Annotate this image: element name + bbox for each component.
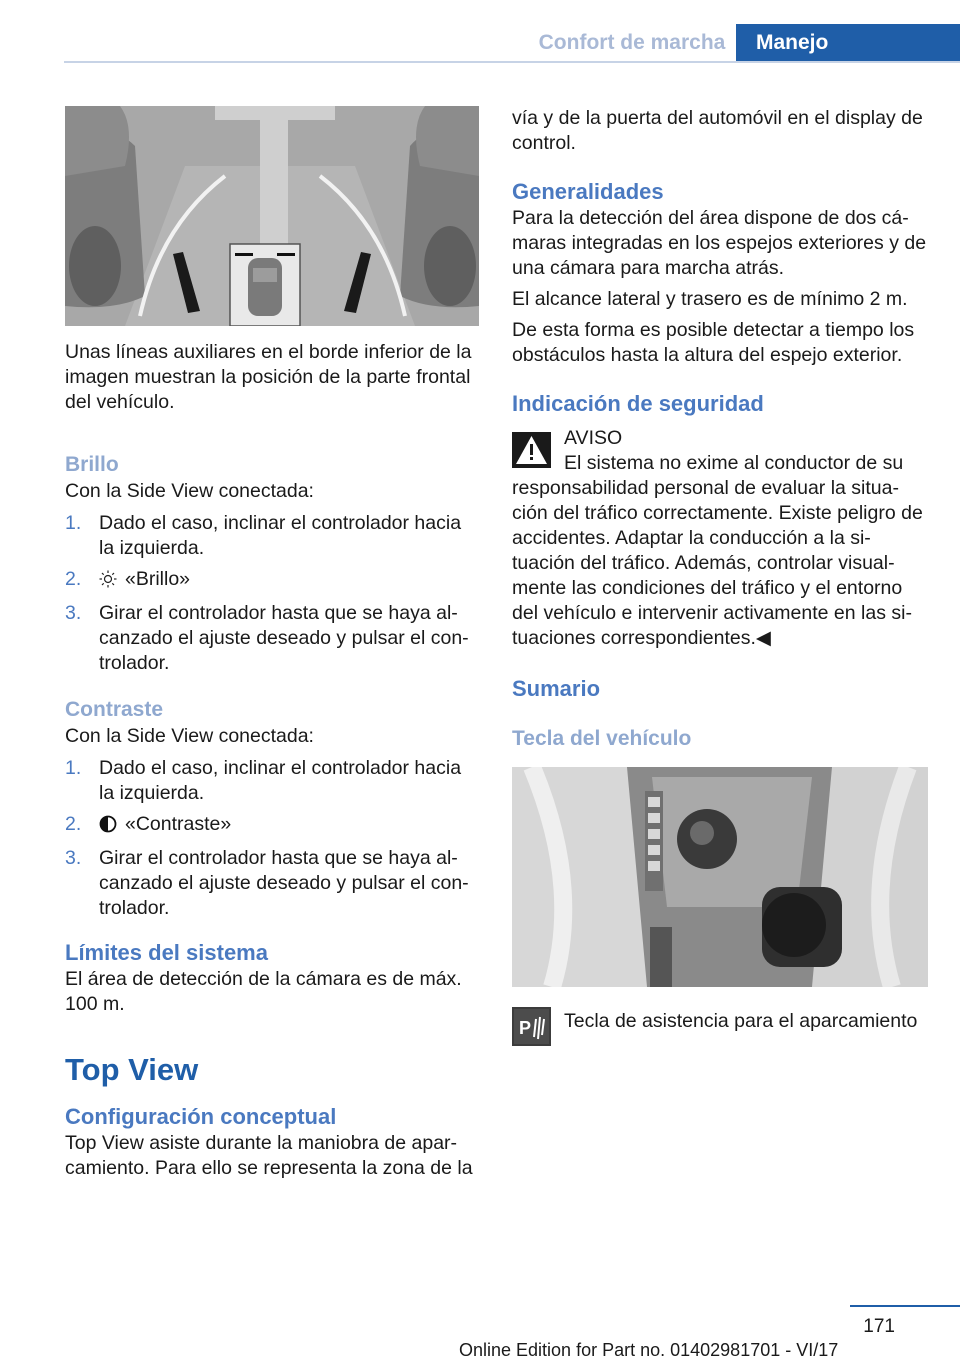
brightness-icon xyxy=(99,570,117,595)
brillo-heading: Brillo xyxy=(65,453,119,476)
step-number: 1. xyxy=(65,512,82,534)
contrast-icon xyxy=(99,815,117,840)
header-section-tab: Confort de marcha xyxy=(538,31,726,54)
step-text: Dado el caso, inclinar el controlador hacia la izquierda. xyxy=(99,757,462,804)
generalidades-p1: Para la detección del área dispone de dos cá-maras integradas en los espejos exteriores y de una cámara para marcha atrás. xyxy=(512,207,927,279)
list-item xyxy=(65,567,479,595)
step-number: 3. xyxy=(65,602,82,624)
step-text: Girar el controlador hasta que se haya al-canzado el ajuste deseado y pulsar el con-trolador. xyxy=(99,602,469,674)
list-item xyxy=(65,846,479,921)
svg-text:P: P xyxy=(519,1018,532,1038)
top-view-text: Top View asiste durante la maniobra de apar-camiento. Para ello se representa la zona de la xyxy=(65,1132,473,1179)
step-number: 3. xyxy=(65,847,82,869)
warning-text: El sistema no exime al conductor de su responsabilidad personal de evaluar la situa-ción del tráfico correctamente. Existe peligro de accidentes. Adaptar la conducción a la si-tuación del tráfico. Además, controlar visual-mente las condiciones del tráfico y el entorno del vehículo e intervenir activamente en las si-tuaciones correspondientes.◀ xyxy=(512,452,923,649)
brillo-intro: Con la Side View conectada: xyxy=(65,480,314,502)
step-text: Dado el caso, inclinar el controlador hacia la izquierda. xyxy=(99,512,462,559)
seguridad-heading: Indicación de seguridad xyxy=(512,391,764,416)
header-chapter-tab: Manejo xyxy=(736,24,960,63)
list-item xyxy=(65,756,479,806)
list-item xyxy=(65,812,479,840)
contraste-intro: Con la Side View conectada: xyxy=(65,725,314,747)
button-legend xyxy=(512,1007,928,1049)
step-number: 1. xyxy=(65,757,82,779)
contraste-steps xyxy=(65,756,479,921)
step-number: 2. xyxy=(65,813,82,835)
brillo-steps xyxy=(65,511,479,676)
generalidades-heading: Generalidades xyxy=(512,179,664,204)
footer-edition: Online Edition for Part no. 01402981701 - VI/17 xyxy=(459,1340,839,1360)
right-column xyxy=(512,106,928,1049)
sumario-heading: Sumario xyxy=(512,676,601,701)
parking-assist-button-icon xyxy=(512,1007,551,1046)
step-text: «Contraste» xyxy=(125,813,232,835)
step-number: 2. xyxy=(65,568,82,590)
left-column xyxy=(65,106,479,1181)
generalidades-p2: El alcance lateral y trasero es de mínimo 2 m. xyxy=(512,288,908,310)
step-text: «Brillo» xyxy=(125,568,191,590)
list-item xyxy=(65,601,479,676)
list-item xyxy=(65,511,479,561)
warning-triangle-icon xyxy=(512,432,551,475)
footer-rule xyxy=(850,1305,960,1307)
generalidades-p3: De esta forma es posible detectar a tiempo los obstáculos hasta la altura del espejo exterior. xyxy=(512,319,915,366)
warning-title: AVISO xyxy=(564,427,623,449)
limites-heading: Límites del sistema xyxy=(65,940,268,965)
button-caption: Tecla de asistencia para el aparcamiento xyxy=(564,1010,918,1032)
limites-text: El área de detección de la cámara es de máx. 100 m. xyxy=(65,968,462,1015)
warning-block xyxy=(512,426,928,651)
tecla-heading: Tecla del vehículo xyxy=(512,727,692,750)
top-view-subheading: Configuración conceptual xyxy=(65,1104,337,1129)
side-view-illustration xyxy=(65,106,479,326)
step-text: Girar el controlador hasta que se haya al-canzado el ajuste deseado y pulsar el con-trolador. xyxy=(99,847,469,919)
top-view-title: Top View xyxy=(65,1052,199,1087)
continuation-text: vía y de la puerta del automóvil en el display de control. xyxy=(512,107,923,154)
page-number: 171 xyxy=(863,1316,895,1337)
vehicle-button-photo xyxy=(512,767,928,987)
image-caption: Unas líneas auxiliares en el borde inferior de la imagen muestran la posición de la parte frontal del vehículo. xyxy=(65,341,472,413)
header-rule xyxy=(64,61,960,63)
contraste-heading: Contraste xyxy=(65,698,164,721)
